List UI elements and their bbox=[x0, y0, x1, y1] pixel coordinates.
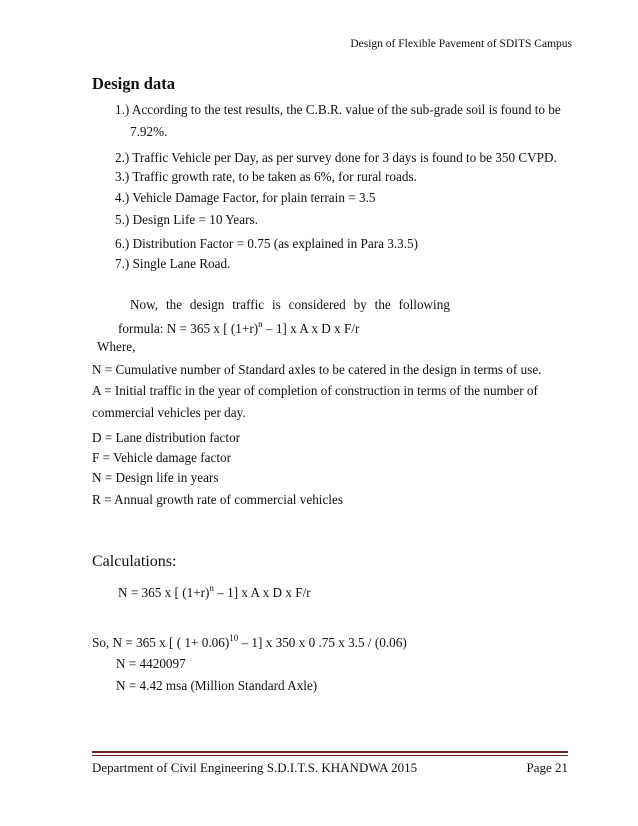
design-item-3: 3.) Traffic growth rate, to be taken as 6%, for rural roads. bbox=[115, 169, 417, 184]
footer-rule-thin bbox=[92, 755, 568, 756]
design-item-6: 6.) Distribution Factor = 0.75 (as explained in Para 3.3.5) bbox=[115, 236, 418, 251]
intro-word: following bbox=[398, 297, 450, 312]
calc-result-1: N = 4420097 bbox=[116, 656, 186, 671]
footer-department: Department of Civil Engineering S.D.I.T.S. KHANDWA 2015 bbox=[92, 760, 418, 775]
formula-exponent: n bbox=[258, 319, 263, 329]
intro-word: by bbox=[353, 297, 367, 312]
intro-word: considered bbox=[288, 297, 346, 312]
intro-formula bbox=[118, 319, 359, 337]
design-item-5: 5.) Design Life = 10 Years. bbox=[115, 212, 258, 227]
running-header: Design of Flexible Pavement of SDITS Campus bbox=[350, 38, 572, 50]
footer-rule bbox=[92, 751, 568, 753]
intro-word: the bbox=[165, 297, 183, 312]
section-heading: Design data bbox=[92, 74, 175, 93]
where-label: Where, bbox=[97, 339, 136, 354]
intro-sentence bbox=[130, 297, 450, 313]
definition-d: D = Lane distribution factor bbox=[92, 430, 241, 445]
formula-suffix: – 1] x A x D x F/r bbox=[262, 321, 360, 336]
definition-a-cont: commercial vehicles per day. bbox=[92, 405, 246, 420]
intro-word: design bbox=[189, 297, 225, 312]
formula-suffix: – 1] x A x D x F/r bbox=[213, 585, 311, 600]
formula-prefix: N = 365 x [ (1+r) bbox=[118, 585, 210, 600]
design-item-7: 7.) Single Lane Road. bbox=[115, 256, 231, 271]
definition-a: A = Initial traffic in the year of completion of construction in terms of the number of bbox=[92, 383, 538, 398]
definition-f: F = Vehicle damage factor bbox=[92, 450, 232, 465]
calc-formula bbox=[118, 583, 311, 601]
intro-word: traffic bbox=[232, 297, 265, 312]
intro-word: Now, bbox=[130, 297, 159, 312]
calc-result-2: N = 4.42 msa (Million Standard Axle) bbox=[116, 678, 318, 693]
substitution-suffix: – 1] x 350 x 0 .75 x 3.5 / (0.06) bbox=[238, 635, 407, 650]
formula-prefix: formula: N = 365 x [ (1+r) bbox=[118, 321, 259, 336]
definition-n: N = Cumulative number of Standard axles to be catered in the design in terms of use. bbox=[92, 362, 542, 377]
intro-word: the bbox=[374, 297, 391, 312]
design-item-1-cont: 7.92%. bbox=[130, 124, 168, 139]
substitution-prefix: So, N = 365 x [ ( 1+ 0.06) bbox=[92, 635, 230, 650]
footer-page-number: Page 21 bbox=[526, 760, 568, 775]
formula-exponent: n bbox=[209, 583, 214, 593]
design-item-4: 4.) Vehicle Damage Factor, for plain terrain = 3.5 bbox=[115, 190, 376, 205]
substitution-exponent: 10 bbox=[229, 633, 239, 643]
design-item-2: 2.) Traffic Vehicle per Day, as per survey done for 3 days is found to be 350 CVPD. bbox=[115, 150, 557, 165]
definition-r: R = Annual growth rate of commercial vehicles bbox=[92, 492, 343, 507]
design-item-1: 1.) According to the test results, the C.B.R. value of the sub-grade soil is found to be bbox=[115, 102, 561, 117]
calculations-heading: Calculations: bbox=[92, 553, 177, 570]
intro-word: is bbox=[272, 297, 281, 312]
definition-n-life: N = Design life in years bbox=[92, 470, 219, 485]
calc-substitution bbox=[92, 633, 407, 651]
